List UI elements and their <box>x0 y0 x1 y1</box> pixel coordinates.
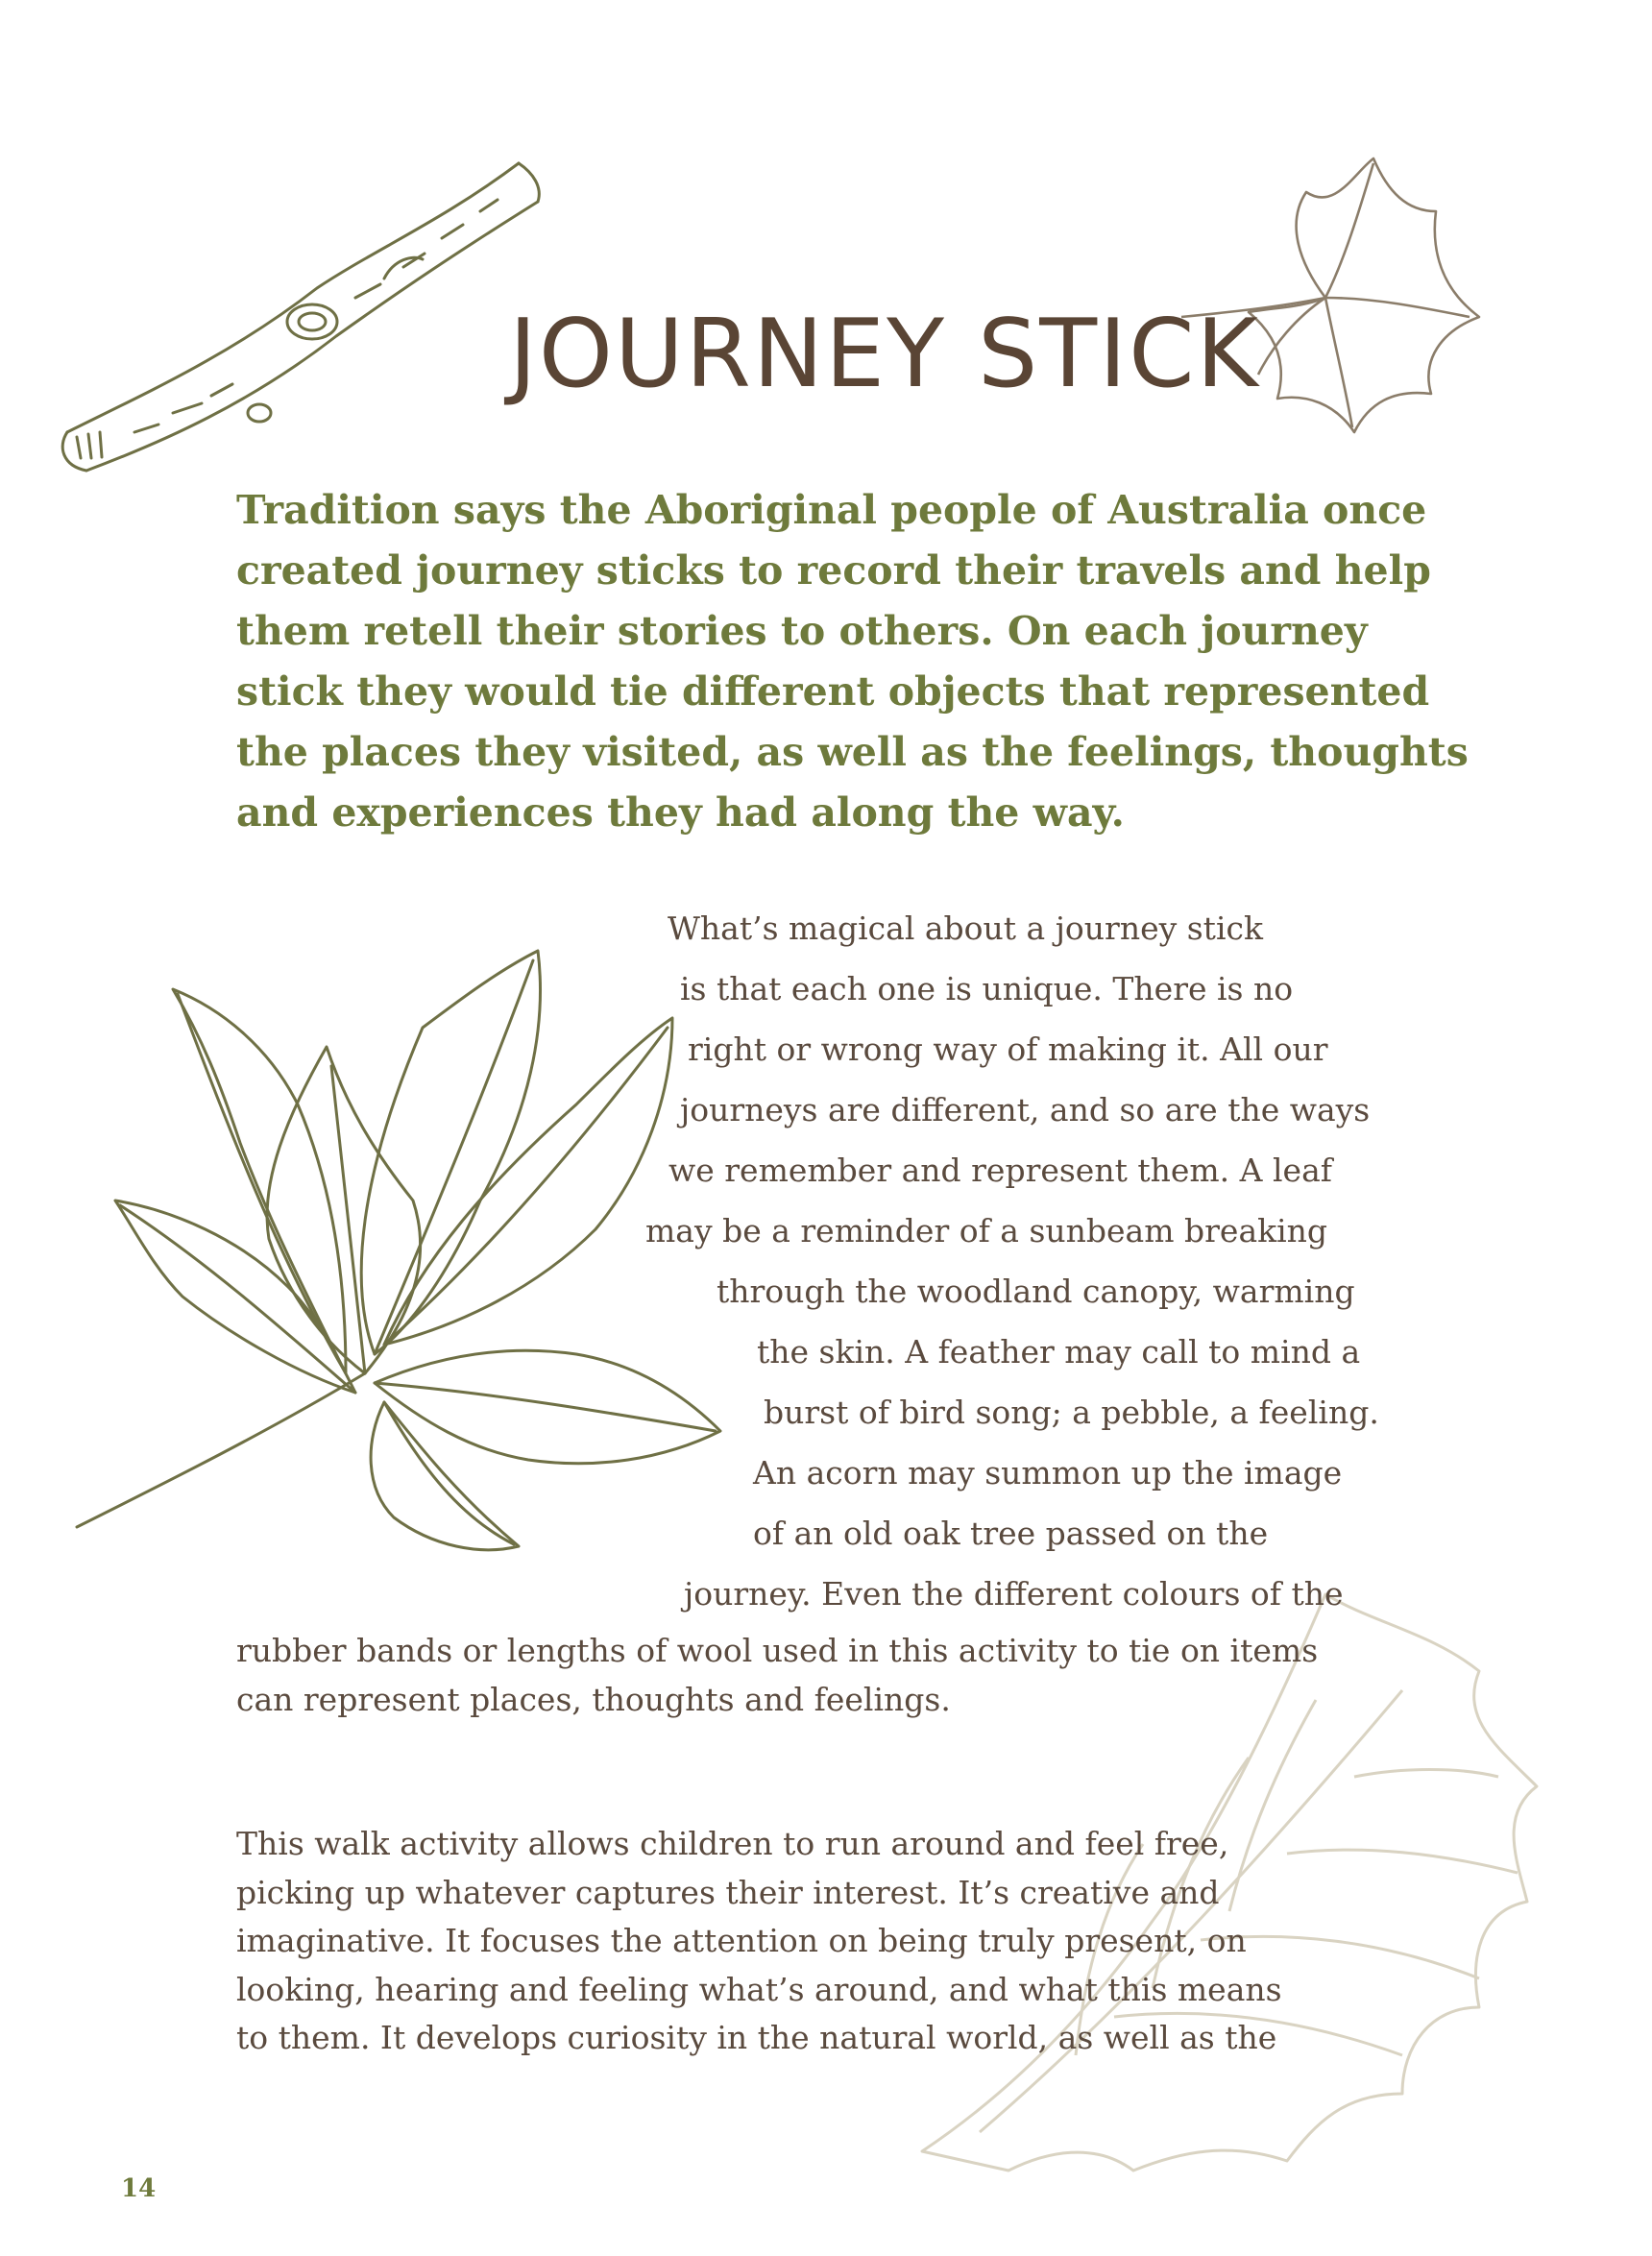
body-line: to them. It develops curiosity in the natural world, as well as the <box>236 2019 1277 2056</box>
page-number: 14 <box>121 2174 157 2203</box>
intro-line: Tradition says the Aboriginal people of Australia once <box>236 487 1427 533</box>
body-line: An acorn may summon up the image <box>753 1454 1343 1492</box>
body-line: picking up whatever captures their interest. It’s creative and <box>236 1873 1220 1911</box>
body-line: right or wrong way of making it. All our <box>688 1031 1328 1068</box>
body-line: the skin. A feather may call to mind a <box>757 1333 1361 1371</box>
body-line: rubber bands or lengths of wool used in this activity to tie on items <box>236 1632 1319 1669</box>
body-line: journeys are different, and so are the ways <box>680 1091 1371 1128</box>
body-line: through the woodland canopy, warming <box>717 1273 1355 1310</box>
body-paragraph-2 <box>236 1820 1485 2063</box>
body-line: can represent places, thoughts and feelings. <box>236 1680 951 1718</box>
body-line: may be a reminder of a sunbeam breaking <box>645 1212 1328 1249</box>
intro-paragraph <box>236 480 1504 843</box>
body-line: is that each one is unique. There is no <box>680 970 1294 1007</box>
body-line: burst of bird song; a pebble, a feeling. <box>764 1394 1379 1431</box>
intro-line: and experiences they had along the way. <box>236 789 1125 836</box>
intro-line: them retell their stories to others. On each journey <box>236 608 1368 654</box>
intro-line: created journey sticks to record their travels and help <box>236 547 1431 594</box>
body-line: This walk activity allows children to run around and feel free, <box>236 1825 1229 1862</box>
stick-illustration <box>38 144 557 490</box>
body-line: of an old oak tree passed on the <box>753 1515 1269 1552</box>
page-title: JOURNEY STICK <box>509 300 1260 409</box>
body-line: imaginative. It focuses the attention on being truly present, on <box>236 1922 1247 1959</box>
body-line: looking, hearing and feeling what’s around, and what this means <box>236 1970 1282 2008</box>
body-line: journey. Even the different colours of the <box>684 1575 1344 1613</box>
intro-line: stick they would tie different objects that represented <box>236 668 1430 715</box>
body-line: What’s magical about a journey stick <box>668 910 1263 947</box>
intro-line: the places they visited, as well as the feelings, thoughts <box>236 729 1469 775</box>
body-line: we remember and represent them. A leaf <box>668 1152 1332 1189</box>
body-full-lines <box>236 1627 1485 1724</box>
